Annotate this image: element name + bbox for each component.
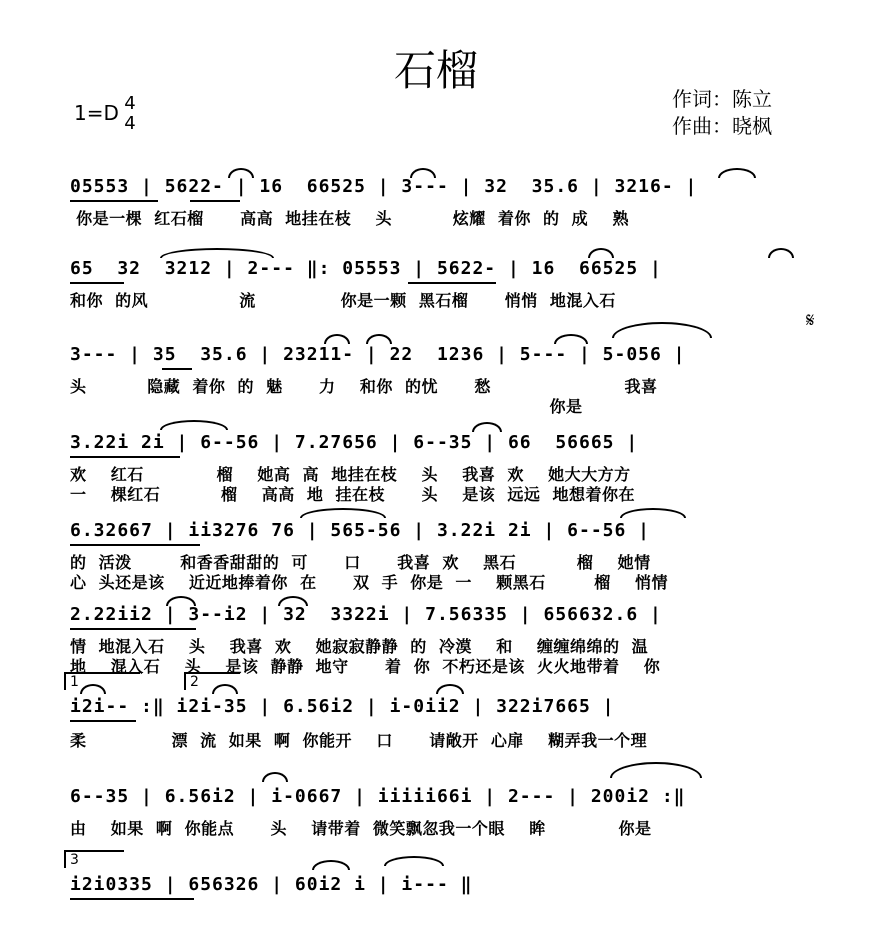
slur (366, 334, 392, 344)
composer-credit: 作曲：晓枫 (672, 114, 772, 138)
key-signature (74, 93, 136, 134)
lyricist-credit: 作词：陈立 (672, 87, 772, 111)
volta-third-ending: 3 (64, 850, 124, 868)
slur (228, 168, 254, 178)
slur (166, 596, 196, 606)
beam-line (70, 200, 158, 202)
lyrics-line-2: 地 混入石 头 是该 静静 地守 着 你 不朽还是该 火火地带着 你 (70, 657, 661, 676)
notation-line: i2i-- :‖ i2i-35 | 6.56i2 | i-0ii2 | 322i7665 | (70, 696, 615, 717)
beam-line (70, 544, 200, 546)
beam-line (70, 898, 194, 900)
notation-line: 3--- | 35 35.6 | 23211- | 22 1236 | 5--- | 5-056 | (70, 344, 686, 365)
lyrics-line: 和你 的风 流 你是一颗 黑石榴 悄悄 地混入石 (70, 291, 616, 310)
slur (278, 596, 308, 606)
lyrics-line: 欢 红石 榴 她高 高 地挂在枝 头 我喜 欢 她大大方方 (70, 465, 631, 484)
lyrics-line: 情 地混入石 头 我喜 欢 她寂寂静静 的 冷漠 和 缠缠绵绵的 温 (70, 637, 649, 656)
slur (620, 508, 686, 518)
slur (472, 422, 502, 432)
notation-line: i2i0335 | 656326 | 60i2 i | i--- ‖ (70, 874, 473, 895)
notation-line: 6.32667 | ii3276 76 | 565-56 | 3.22i 2i | 6--56 | (70, 520, 651, 541)
beam-line (408, 282, 496, 284)
song-title: 石榴 (393, 46, 478, 95)
volta-second-ending: 2 (184, 672, 240, 690)
lyrics-line: 由 如果 啊 你能点 头 请带着 微笑飘忽我一个眼 眸 你是 (70, 819, 652, 838)
lyrics-line: 头 隐藏 着你 的 魅 力 和你 的忧 愁 我喜 (70, 377, 658, 396)
beam-line (70, 628, 196, 630)
slur (384, 856, 444, 866)
beam-line (190, 200, 240, 202)
slur (324, 334, 350, 344)
lyrics-line-2: 你是 (70, 397, 583, 416)
lyrics-line: 柔 漂 流 如果 啊 你能开 口 请敞开 心扉 糊弄我一个理 (70, 731, 648, 750)
segno-sign: 𝄋 (806, 308, 815, 332)
slur (588, 248, 614, 258)
notation-line: 05553 | 5622- | 16 66525 | 3--- | 32 35.6 | 3216- | (70, 176, 698, 197)
slur (160, 248, 274, 258)
time-signature (122, 94, 138, 134)
slur (410, 168, 436, 178)
slur (610, 762, 702, 778)
beam-line (70, 282, 124, 284)
slur (768, 248, 794, 258)
slur (312, 860, 350, 870)
slur (612, 322, 712, 338)
slur (300, 508, 386, 518)
notation-line: 65 32 3212 | 2--- ‖: 05553 | 5622- | 16 66525 | (70, 258, 662, 279)
credits (672, 86, 772, 140)
notation-line: 2.22ii2 | 3--i2 | 32 3322i | 7.56335 | 656632.6 | (70, 604, 662, 625)
slur (160, 420, 228, 430)
time-top: 4 (124, 93, 136, 114)
lyrics-line: 的 活泼 和香香甜甜的 可 口 我喜 欢 黑石 榴 她情 (70, 553, 651, 572)
beam-line (70, 720, 136, 722)
beam-line (70, 456, 180, 458)
slur (262, 772, 288, 782)
notation-line: 6--35 | 6.56i2 | i-0667 | iiiii66i | 2--- | 200i2 :‖ (70, 786, 686, 807)
notation-line: 3.22i 2i | 6--56 | 7.27656 | 6--35 | 66 56665 | (70, 432, 639, 453)
slur (718, 168, 756, 178)
volta-first-ending: 1 (64, 672, 140, 690)
lyrics-line: 你是一棵 红石榴 高高 地挂在枝 头 炫耀 着你 的 成 熟 (70, 209, 629, 228)
key-label: 1=D (74, 101, 119, 125)
beam-line (162, 368, 192, 370)
slur (554, 334, 588, 344)
slur (436, 684, 464, 694)
time-bottom: 4 (124, 113, 136, 134)
lyrics-line-2: 心 头还是该 近近地捧着你 在 双 手 你是 一 颗黑石 榴 悄情 (70, 573, 669, 592)
lyrics-line-2: 一 棵红石 榴 高高 地 挂在枝 头 是该 远远 地想着你在 (70, 485, 636, 504)
